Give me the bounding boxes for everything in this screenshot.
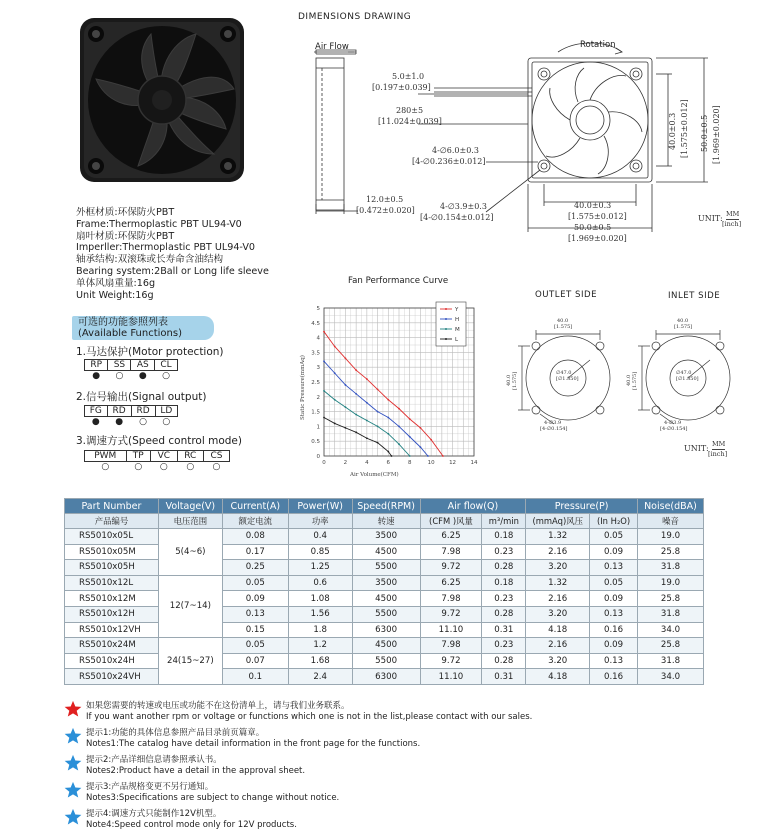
series-point-M [323,390,325,392]
func-code: RC [177,451,203,462]
table-cell: 0.28 [482,560,526,576]
legend-entry: L [455,337,459,343]
series-point-H [323,360,325,362]
series-point-M [377,426,379,428]
table-cell: RS5010x24M [65,638,159,654]
series-point-H [387,417,389,419]
spec-line: Imperller:Thermoplastic PBT UL94-V0 [76,242,255,254]
x-tick-label: 8 [407,460,412,466]
dim-50-right: 50.0±0.5 [700,114,709,152]
unit-label: UNIT: [698,214,723,223]
sub-speed: 转速 [352,514,420,529]
col-speed: Speed(RPM) [352,499,420,514]
table-cell: 4.18 [526,669,590,685]
curve-title: Fan Performance Curve [348,276,449,286]
dim-5: 5.0±1.0 [392,72,425,81]
side-unit-inch: [inch] [708,450,728,458]
table-cell: 3500 [352,575,420,591]
y-tick-label: 5 [316,306,320,312]
functions-heading-cn: 可选的功能参照列表 [78,317,168,328]
y-tick-label: 2.5 [311,380,320,386]
table-cell: 11.10 [420,669,482,685]
voltage-range-cell: 24(15~27) [158,638,222,685]
inlet-left-dim: 40.0 [626,374,632,386]
func-mark: ○ [186,462,195,473]
series-point-Y [409,418,411,420]
table-cell: 0.13 [590,560,638,576]
sub-inh2o: (In H₂O) [590,514,638,529]
spec-line: 外框材质:环保防火PBT [76,207,175,218]
spec-line: 扇叶材质:环保防火PBT [76,230,175,242]
series-point-Y [430,439,432,441]
note-cn: 提示4:调速方式只能制作12V机型。 [86,809,222,819]
table-cell: 4500 [352,591,420,607]
table-cell: 0.16 [590,622,638,638]
func-mark: ○ [139,417,148,428]
legend-marker [445,328,447,330]
series-point-L [366,437,368,439]
func-mark: ● [115,417,124,428]
table-cell: 34.0 [637,622,703,638]
func-code: PWM [85,451,127,462]
table-cell: 7.98 [420,638,482,654]
series-point-L [345,427,347,429]
func-mark: ○ [159,462,168,473]
table-cell: 1.68 [288,653,352,669]
series-point-L [323,417,325,419]
table-cell: 0.08 [222,529,288,545]
functions-heading-en: (Available Functions) [78,328,182,339]
table-row [65,575,704,591]
series-point-Y [377,389,379,391]
table-cell: 4500 [352,544,420,560]
col-part-number: Part Number [65,499,159,514]
func-mark: ○ [101,462,110,473]
table-cell: 3500 [352,529,420,545]
dim-5-inch: [0.197±0.039] [372,83,431,92]
red-star-icon [64,700,82,718]
series-point-H [420,446,422,448]
y-tick-label: 4 [316,335,320,342]
func-code: CL [155,360,178,371]
motor-protection-title: 1.马达保护(Motor protection) [76,346,224,358]
performance-curve [296,284,486,480]
rotation-label: Rotation [580,40,616,50]
outlet-inner-dia: ∅47.0 [556,370,572,376]
table-cell: 6.25 [420,575,482,591]
table-cell: 6300 [352,622,420,638]
table-cell: 1.08 [288,591,352,607]
table-cell: 9.72 [420,560,482,576]
sub-power: 功率 [288,514,352,529]
side-unit-mm: MM [712,440,726,448]
series-point-Y [345,357,347,359]
series-point-L [387,451,389,453]
series-point-Y [355,369,357,371]
table-cell: 0.09 [590,638,638,654]
legend-marker [445,308,447,310]
table-cell: 0.05 [222,575,288,591]
y-tick-label: 2 [316,394,320,401]
table-cell: 0.09 [590,591,638,607]
sub-current: 额定电流 [222,514,288,529]
voltage-range-cell: 5(4~6) [158,529,222,576]
speed-control-table [84,450,230,473]
y-tick-label: 1.5 [311,409,320,416]
table-cell: 19.0 [637,575,703,591]
table-cell: 0.85 [288,544,352,560]
series-point-H [355,393,357,395]
table-cell: 0.13 [590,606,638,622]
spec-line: Unit Weight:16g [76,289,154,301]
table-cell: 5500 [352,653,420,669]
table-cell: 1.8 [288,622,352,638]
table-cell: 19.0 [637,529,703,545]
table-cell: 1.32 [526,529,590,545]
series-point-Y [387,399,389,401]
func-code: FG [85,406,108,417]
col-power: Power(W) [288,499,352,514]
series-point-H [334,372,336,374]
x-tick-label: 6 [386,460,391,466]
table-cell: 0.05 [590,529,638,545]
series-point-Y [323,331,325,333]
side-views [500,300,740,450]
table-cell: 25.8 [637,591,703,607]
legend-entry: M [455,327,460,333]
x-tick-label: 10 [427,460,435,466]
inlet-left-dim-inch: [1.575] [632,371,638,390]
table-cell: RS5010x24VH [65,669,159,685]
col-voltage: Voltage(V) [158,499,222,514]
func-mark: ● [91,417,100,428]
table-cell: 2.16 [526,638,590,654]
note-en: Notes3:Specifications are subject to change without notice. [86,793,340,803]
func-code: TP [126,451,150,462]
series-point-H [377,411,379,413]
blue-star-icon [64,727,82,745]
x-tick-label: 4 [365,460,369,466]
blue-star-icon [64,781,82,799]
table-cell: 1.56 [288,606,352,622]
table-cell: 25.8 [637,544,703,560]
table-row [65,529,704,545]
inlet-hole-dim-inch: [4-∅0.154] [660,426,688,432]
table-cell: 0.13 [222,606,288,622]
sub-voltage: 电压范围 [158,514,222,529]
table-cell: 31.8 [637,560,703,576]
legend-marker [445,318,447,320]
func-mark: ○ [162,371,170,382]
table-cell: 2.16 [526,544,590,560]
legend-entry: Y [455,307,459,313]
func-code: RD [107,406,131,417]
table-cell: 9.72 [420,606,482,622]
inlet-inner-dia-inch: [∅1.850] [676,376,699,382]
dim-50-right-inch: [1.969±0.020] [712,105,721,164]
series-point-M [398,443,400,445]
unit-mm: MM [726,210,740,218]
note-cn: 如果您需要的转速或电压或功能不在这份清单上，请与我们业务联系。 [86,701,350,711]
func-code: CS [203,451,229,462]
table-cell: 2.4 [288,669,352,685]
inlet-top-dim-inch: [1.575] [674,324,693,330]
table-cell: 0.17 [222,544,288,560]
spec-line: Bearing system:2Ball or Long life sleeve [76,265,269,277]
sub-cfm: (CFM )风量 [420,514,482,529]
table-cell: 0.23 [482,591,526,607]
outlet-inner-dia-inch: [∅1.850] [556,376,579,382]
note-en: Notes1:The catalog have detail information in the front page for the functions. [86,739,421,749]
dim-50-bottom-inch: [1.969±0.020] [568,234,627,243]
func-mark: ● [92,371,101,382]
func-mark: ○ [212,462,221,473]
table-cell: 7.98 [420,591,482,607]
table-cell: 6300 [352,669,420,685]
series-point-M [355,414,357,416]
dim-hole39-inch: [4-∅0.154±0.012] [420,213,494,222]
legend-marker [445,338,447,340]
legend-entry: H [455,317,460,323]
table-cell: 31.8 [637,606,703,622]
table-cell: 3.20 [526,560,590,576]
outlet-hole-dim: 4-∅3.9 [544,420,562,426]
table-cell: RS5010x12M [65,591,159,607]
func-code: RP [85,360,108,371]
sub-m3min: m³/min [482,514,526,529]
series-point-Y [334,346,336,348]
series-point-M [345,406,347,408]
inlet-inner-dia: ∅47.0 [676,370,692,376]
series-point-H [427,455,429,457]
blue-star-icon [64,808,82,826]
y-tick-label: 1 [316,424,320,431]
y-tick-label: 3.5 [311,350,320,357]
table-cell: 25.8 [637,638,703,654]
series-point-L [334,423,336,425]
note-en: Notes2:Product have a detail in the approval sheet. [86,766,306,776]
series-point-Y [442,455,444,457]
sub-mmaq: (mmAq)风压 [526,514,590,529]
y-tick-label: 0 [316,454,320,460]
voltage-range-cell: 12(7~14) [158,575,222,637]
table-cell: 7.98 [420,544,482,560]
series-point-M [334,399,336,401]
table-cell: RS5010x12H [65,606,159,622]
table-cell: 0.1 [222,669,288,685]
table-cell: 0.09 [590,544,638,560]
inlet-hole-dim: 4-∅3.9 [664,420,682,426]
signal-output-title: 2.信号输出(Signal output) [76,391,207,403]
dimensions-title: DIMENSIONS DRAWING [298,12,412,22]
dim-280: 280±5 [396,106,424,115]
dim-hole6-inch: [4-∅0.236±0.012] [412,157,486,166]
table-cell: RS5010x05L [65,529,159,545]
spec-table [64,498,704,685]
series-point-H [366,402,368,404]
table-cell: RS5010x05H [65,560,159,576]
y-tick-label: 3 [316,365,320,372]
table-cell: RS5010x24H [65,653,159,669]
dim-hole39: 4-∅3.9±0.3 [440,202,487,211]
note-cn: 提示1:功能的具体信息参照产品目录前页篇章。 [86,728,265,738]
table-cell: 2.16 [526,591,590,607]
x-tick-label: 2 [343,460,348,466]
sub-noise: 噪音 [637,514,703,529]
series-line-Y [324,332,443,456]
table-cell: 1.32 [526,575,590,591]
col-noise: Noise(dBA) [637,499,703,514]
series-point-Y [366,378,368,380]
signal-output-table [84,405,178,428]
func-mark: ○ [134,462,143,473]
table-cell: 6.25 [420,529,482,545]
func-code: AS [131,360,155,371]
table-cell: 0.31 [482,669,526,685]
motor-protection-table [84,359,178,382]
series-point-M [409,455,411,457]
table-cell: RS5010x12L [65,575,159,591]
table-cell: 0.05 [590,575,638,591]
sub-part-number: 产品编号 [65,514,159,529]
table-cell: 0.28 [482,606,526,622]
func-mark: ○ [115,371,124,382]
table-cell: RS5010x05M [65,544,159,560]
func-code: LD [155,406,177,417]
inlet-top-dim: 40.0 [677,318,689,324]
table-cell: 0.23 [482,638,526,654]
series-point-L [391,455,393,457]
dim-12-inch: [0.472±0.020] [356,206,415,215]
series-point-H [398,426,400,428]
series-point-L [377,442,379,444]
series-point-Y [398,408,400,410]
table-cell: 5500 [352,606,420,622]
table-cell: 11.10 [420,622,482,638]
table-cell: 0.09 [222,591,288,607]
dim-50-bottom: 50.0±0.5 [574,223,612,232]
dim-280-inch: [11.024±0.039] [378,117,442,126]
table-cell: 5500 [352,560,420,576]
table-cell: 4.18 [526,622,590,638]
series-point-L [355,431,357,433]
y-tick-label: 4.5 [311,320,320,327]
table-cell: 3.20 [526,653,590,669]
func-code: SS [108,360,131,371]
curve-xlabel: Air Volume(CFM) [350,472,399,478]
func-code: VC [150,451,177,462]
series-point-H [409,436,411,438]
func-mark: ○ [162,417,171,428]
col-current: Current(A) [222,499,288,514]
x-tick-label: 14 [470,460,478,466]
outlet-top-dim: 40.0 [557,318,569,324]
series-point-H [345,384,347,386]
table-cell: 0.31 [482,622,526,638]
table-row [65,638,704,654]
table-cell: RS5010x12VH [65,622,159,638]
inlet-side-title: INLET SIDE [668,291,721,301]
table-cell: 0.23 [482,544,526,560]
col-airflow: Air flow(Q) [420,499,526,514]
outlet-left-dim: 40.0 [506,374,512,386]
spec-line: 轴承结构:双滚珠或长寿命含油结构 [76,254,224,266]
dim-12: 12.0±0.5 [366,195,404,204]
table-cell: 0.4 [288,529,352,545]
spec-line: 单体风扇重量:16g [76,277,156,289]
series-point-M [387,433,389,435]
blue-star-icon [64,754,82,772]
unit-inch: [inch] [722,220,742,228]
dim-hole6: 4-∅6.0±0.3 [432,146,479,155]
outlet-top-dim-inch: [1.575] [554,324,573,330]
side-unit-label: UNIT: [684,444,709,453]
func-mark: ● [138,371,147,382]
table-cell: 1.2 [288,638,352,654]
curve-ylabel: Static Pressure(mmAq) [300,355,306,420]
table-cell: 0.16 [590,669,638,685]
outlet-side-title: OUTLET SIDE [535,290,598,300]
note-en: If you want another rpm or voltage or functions which one is not in the list,please contact with our sales. [86,712,533,722]
dim-40-bottom-inch: [1.575±0.012] [568,212,627,221]
series-point-Y [420,427,422,429]
dim-40-bottom: 40.0±0.3 [574,201,612,210]
outlet-left-dim-inch: [1.575] [512,371,518,390]
spec-line: Frame:Thermoplastic PBT UL94-V0 [76,218,242,230]
table-cell: 0.6 [288,575,352,591]
col-pressure: Pressure(P) [526,499,638,514]
table-cell: 4500 [352,638,420,654]
outlet-hole-dim-inch: [4-∅0.154] [540,426,568,432]
table-cell: 0.15 [222,622,288,638]
y-tick-label: 0.5 [311,439,320,446]
note-cn: 提示2:产品详细信息请参照承认书。 [86,755,222,765]
air-flow-label: Air Flow [315,42,349,52]
note-cn: 提示3:产品规格变更不另行通知。 [86,782,214,792]
table-cell: 3.20 [526,606,590,622]
table-cell: 0.05 [222,638,288,654]
func-code: $\overline{RD}$ [131,406,155,417]
table-cell: 0.25 [222,560,288,576]
fan-photo [76,14,248,186]
material-specs [76,207,326,301]
functions-heading [72,316,214,340]
x-tick-label: 0 [322,460,326,466]
dim-40-right-inch: [1.575±0.012] [680,99,689,158]
table-cell: 0.28 [482,653,526,669]
table-cell: 0.07 [222,653,288,669]
table-cell: 1.25 [288,560,352,576]
note-en: Note4:Speed control mode only for 12V products. [86,820,297,830]
x-tick-label: 12 [449,460,457,466]
table-cell: 0.18 [482,575,526,591]
table-cell: 34.0 [637,669,703,685]
table-cell: 0.18 [482,529,526,545]
speed-control-title: 3.调速方式(Speed control mode) [76,435,242,447]
table-cell: 0.13 [590,653,638,669]
table-cell: 9.72 [420,653,482,669]
table-cell: 31.8 [637,653,703,669]
series-point-M [366,420,368,422]
dim-40-right: 40.0±0.3 [668,112,677,150]
